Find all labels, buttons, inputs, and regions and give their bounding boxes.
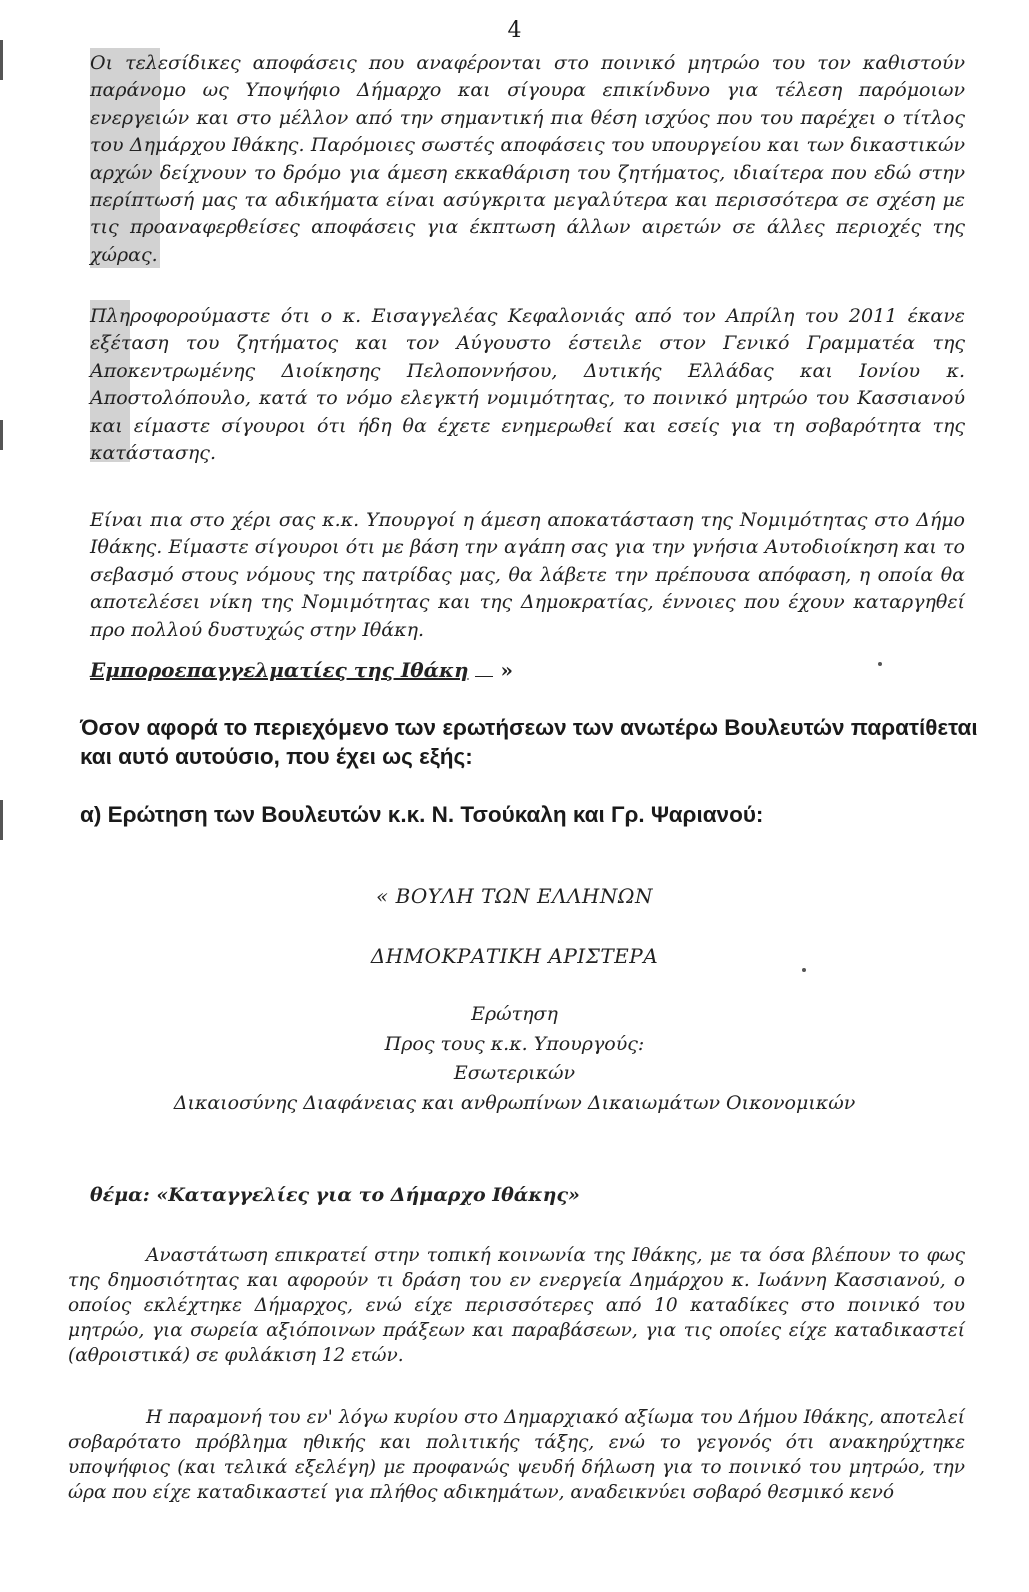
question-body-2-text: Η παραμονή του εν' λόγω κυρίου στο Δημαρχιακό αξίωμα του Δήμου Ιθάκης, αποτελεί σοβαρότατο πρόβλημα ηθικής και πολιτικής τάξης, ενώ το γεγονός ότι ανακηρύχτηκε υποψήφιος (και τελικά εξελέγη) με προφανώς ψευδή δήλωση για το ποινικό του μητρώο, την ώρα που είχε καταδικαστεί για πλήθος αδικημάτων, αναδεικνύει σοβαρό θεσμικό κενό xyxy=(68,1407,965,1503)
question-body-1 xyxy=(68,1243,965,1368)
scan-edge-mark xyxy=(0,800,3,840)
scan-speck xyxy=(802,968,806,972)
scan-edge-mark xyxy=(0,420,3,450)
question-recipients: Προς τους κ.κ. Υπουργούς: xyxy=(384,1033,645,1055)
letter-signature xyxy=(90,658,513,682)
question-body-1-text: Αναστάτωση επικρατεί στην τοπική κοινωνία της Ιθάκης, με τα όσα βλέπουν το φως της δημοσιότητας και αφορούν τι δράση του εν ενεργεία Δημάρχου κ. Ιωάννη Κασσιανού, ο οποίος εκλέχτηκε Δήμαρχος, ενώ είχε περισσότερες από 10 καταδίκες στο ποινικό του μητρώο, για σωρεία αξιόποινων πράξεων και παραβάσεων, για τις οποίες είχε καταδικαστεί (αθροιστικά) σε φυλάκιση 12 ετών. xyxy=(68,1245,965,1366)
ministry-2: Δικαιοσύνης Διαφάνειας και ανθρωπίνων Δικαιωμάτων Οικονομικών xyxy=(173,1092,856,1114)
scan-edge-mark xyxy=(0,40,3,80)
page-number: 4 xyxy=(507,18,522,43)
signature-close-quote: » xyxy=(500,658,513,682)
question-type: Ερώτηση xyxy=(471,1003,558,1025)
question-subject: θέμα: «Καταγγελίες για το Δήμαρχο Ιθάκης» xyxy=(90,1184,580,1206)
letter-paragraph-2: Πληροφορούμαστε ότι ο κ. Εισαγγελέας Κεφαλονιάς από τον Απρίλη του 2011 έκανε εξέταση του ζητήματος και τον Αύγουστο έστειλε στον Γενικό Γραμματέα της Αποκεντρωμένης Διοίκησης Πελοποννήσου, Δυτικής Ελλάδας και Ιονίου κ. Αποστολόπουλο, κατά το νόμο ελεγκτή νομιμότητας, το ποινικό μητρώο του Κασσιανού και είμαστε σίγουροι ότι ήδη θα έχετε ενημερωθεί και εσείς για τη σοβαρότητα της κατάστασης. xyxy=(90,305,965,465)
intro-text: Όσον αφορά το περιεχόμενο των ερωτήσεων των ανωτέρω Βουλευτών παρατίθεται και αυτό αυτούσιο, που έχει ως εξής: xyxy=(80,715,978,769)
question-body-2 xyxy=(68,1405,965,1505)
ministry-1: Εσωτερικών xyxy=(453,1062,576,1084)
letter-paragraph-3: Είναι πια στο χέρι σας κ.κ. Υπουργοί η άμεση αποκατάσταση της Νομιμότητας στο Δήμο Ιθάκης. Είμαστε σίγουροι ότι με βάση την αγάπη σας για την γνήσια Αυτοδιοίκηση και το σεβασμό στους νόμους της πατρίδας μας, θα λάβετε την πρέπουσα απόφαση, η οποία θα αποτελέσει νίκη της Νομιμότητας και της Δημοκρατίας, έννοιες που έχουν καταργηθεί προ πολλού δυστυχώς στην Ιθάκη. xyxy=(90,509,965,641)
party-heading: ΔΗΜΟΚΡΑΤΙΚΗ ΑΡΙΣΤΕΡΑ xyxy=(370,944,659,968)
signature-text: Εμποροεπαγγελματίες της Ιθάκη xyxy=(90,658,469,682)
parliament-heading: « ΒΟΥΛΗ ΤΩΝ ΕΛΛΗΝΩΝ xyxy=(376,884,653,908)
letter-paragraph-1: Οι τελεσίδικες αποφάσεις που αναφέρονται στο ποινικό μητρώο του τον καθιστούν παράνομο ως Υποψήφιο Δήμαρχο και σίγουρα επικίνδυνο για τέλεση παρόμοιων ενεργειών και στο μέλλον από την σημαντική πια θέση ισχύος που του παρέχει ο τίτλος του Δημάρχου Ιθάκης. Παρόμοιες σωστές αποφάσεις του υπουργείου και των δικαστικών αρχών δείχνουν το δρόμο για άμεση εκκαθάριση του ζητήματος, ιδιαίτερα που εδώ στην περίπτωσή μας τα αδικήματα είναι ασύγκριτα μεγαλύτερα και περισσότερα σε σχέση με τις προαναφερθείσες αποφάσεις για έκπτωση άλλων αιρετών σε άλλες περιοχές της χώρας. xyxy=(90,52,965,266)
scan-speck xyxy=(878,662,882,666)
question-heading: α) Ερώτηση των Βουλευτών κ.κ. Ν. Τσούκαλη και Γρ. Ψαριανού: xyxy=(80,802,764,827)
